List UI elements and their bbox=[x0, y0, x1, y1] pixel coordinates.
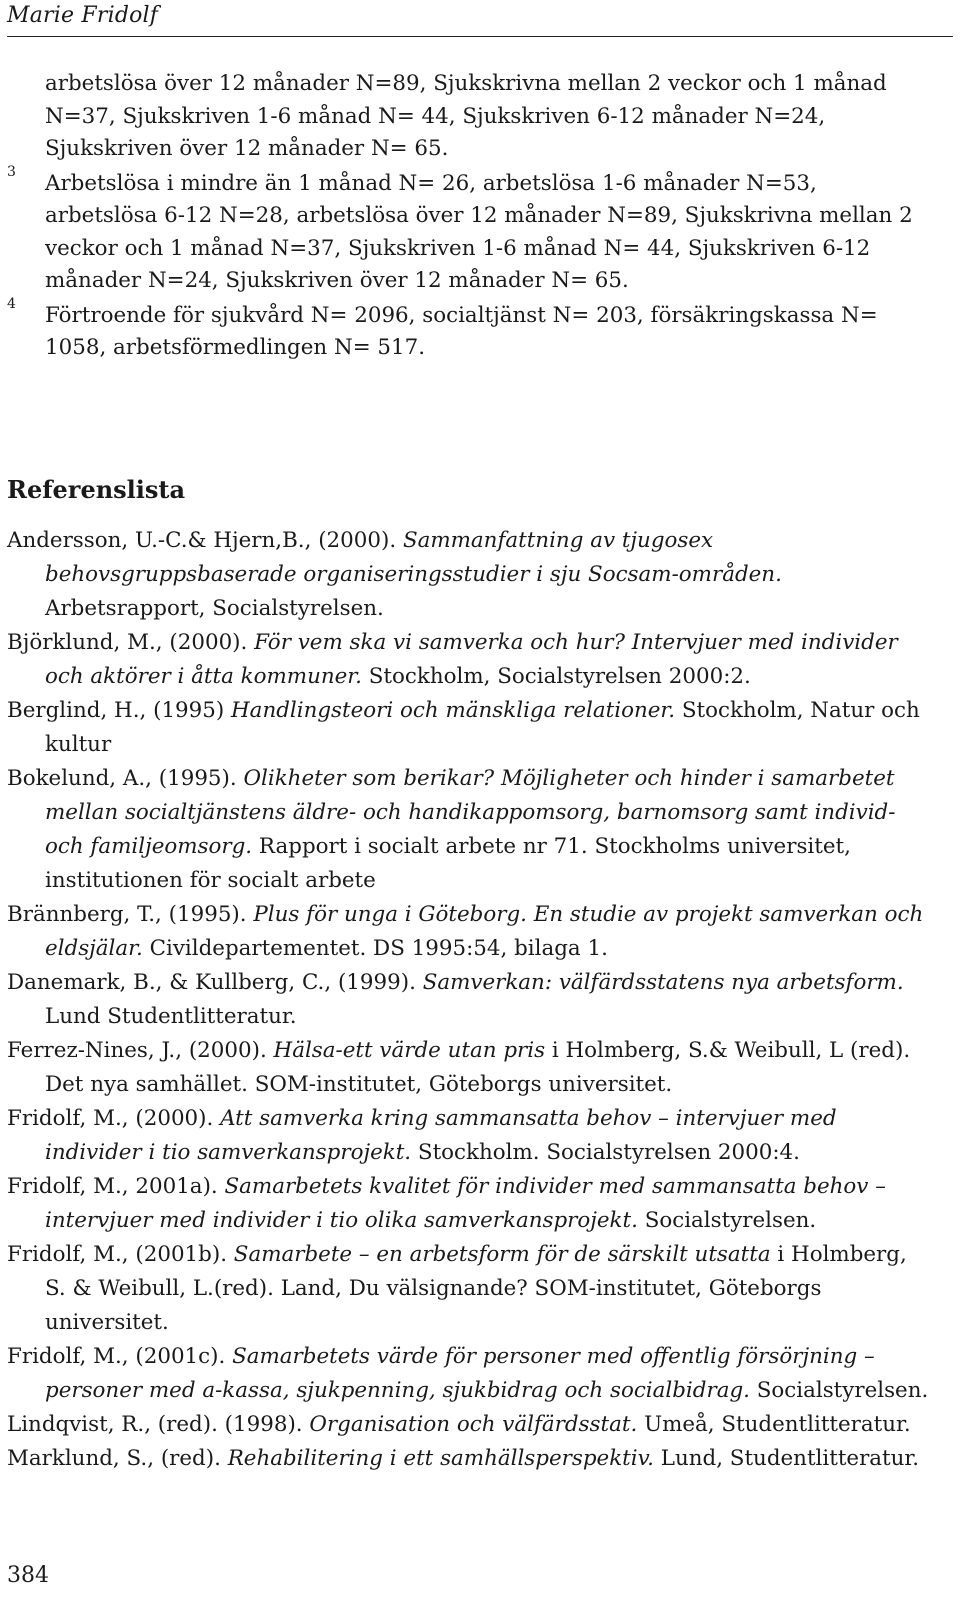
reference-publisher: Stockholm, Natur och kultur bbox=[45, 698, 920, 757]
reference-title: Olikheter som berikar? Möjligheter och hinder i samarbetet mellan socialtjänstens äldre- och handikappomsorg, barnomsorg samt individ- och familjeomsorg. bbox=[45, 766, 896, 859]
reference-entry bbox=[0, 1102, 933, 1170]
page-number: 384 bbox=[7, 1563, 49, 1588]
reference-entry bbox=[0, 1238, 933, 1340]
reference-entry bbox=[0, 966, 933, 1034]
reference-title: Rehabilitering i ett samhällsperspektiv. bbox=[227, 1446, 654, 1471]
reference-publisher: Stockholm. Socialstyrelsen 2000:4. bbox=[411, 1140, 800, 1165]
reference-title: Samarbetets värde för personer med offentlig försörjning – personer med a-kassa, sjukpenning, sjukbidrag och socialbidrag. bbox=[45, 1344, 875, 1403]
reference-authors: Danemark, B., & Kullberg, C., (1999). bbox=[7, 970, 423, 995]
reference-title: Samarbete – en arbetsform för de särskilt utsatta bbox=[233, 1242, 771, 1267]
reference-entry bbox=[0, 1340, 933, 1408]
reference-title: För vem ska vi samverka och hur? Intervjuer med individer och aktörer i åtta kommuner. bbox=[45, 630, 898, 689]
reference-authors: Ferrez-Nines, J., (2000). bbox=[7, 1038, 274, 1063]
reference-authors: Marklund, S., (red). bbox=[7, 1446, 228, 1471]
reference-entry bbox=[0, 762, 933, 898]
reference-authors: Bokelund, A., (1995). bbox=[7, 766, 244, 791]
footnote-text: arbetslösa över 12 månader N=89, Sjukskrivna mellan 2 veckor och 1 månad N=37, Sjukskriven 1-6 månad N= 44, Sjukskriven 6-12 månader N=24, Sjukskriven över 12 månader N= 65. bbox=[45, 71, 887, 161]
footnotes bbox=[0, 68, 960, 367]
reference-authors: Andersson, U.-C.& Hjern,B., (2000). bbox=[7, 528, 403, 553]
reference-entry bbox=[0, 898, 933, 966]
reference-publisher: Umeå, Studentlitteratur. bbox=[637, 1412, 911, 1437]
reference-publisher: Arbetsrapport, Socialstyrelsen. bbox=[45, 596, 384, 621]
reference-entry bbox=[0, 694, 933, 762]
reference-title: Samarbetets kvalitet för individer med sammansatta behov – intervjuer med individer i tio olika samverkansprojekt. bbox=[45, 1174, 886, 1233]
reference-entry bbox=[0, 1170, 933, 1238]
reference-authors: Fridolf, M., 2001a). bbox=[7, 1174, 225, 1199]
reference-publisher: i Holmberg, S.& Weibull, L (red). Det nya samhället. SOM-institutet, Göteborgs universitet. bbox=[45, 1038, 911, 1097]
reference-publisher: Rapport i socialt arbete nr 71. Stockholms universitet, institutionen för socialt arbete bbox=[45, 834, 851, 893]
reference-authors: Berglind, H., (1995) bbox=[7, 698, 232, 723]
reference-title: Sammanfattning av tjugosex behovsgruppsbaserade organiseringsstudier i sju Socsam-områden. bbox=[45, 528, 782, 587]
reference-entry bbox=[0, 1034, 933, 1102]
author-name: Marie Fridolf bbox=[7, 3, 159, 28]
reference-title: Samverkan: välfärdsstatens nya arbetsform. bbox=[422, 970, 904, 995]
footnote-number: 4 bbox=[7, 295, 16, 312]
footnote-text: Arbetslösa i mindre än 1 månad N= 26, arbetslösa 1-6 månader N=53, arbetslösa 6-12 N=28, arbetslösa över 12 månader N=89, Sjukskrivna mellan 2 veckor och 1 månad N=37, Sjukskriven 1-6 månad N= 44, Sjukskriven 6-12 månader N=24, Sjukskriven över 12 månader N= 65. bbox=[45, 170, 913, 293]
reference-publisher: Lund Studentlitteratur. bbox=[45, 1004, 297, 1029]
footnote-text: Förtroende för sjukvård N= 2096, socialtjänst N= 203, försäkringskassa N= 1058, arbetsförmedlingen N= 517. bbox=[45, 302, 878, 360]
reference-entry bbox=[0, 1442, 933, 1476]
reference-title: Att samverka kring sammansatta behov – intervjuer med individer i tio samverkansprojekt. bbox=[45, 1106, 837, 1165]
footnote-3 bbox=[0, 163, 927, 298]
reference-entry bbox=[0, 626, 933, 694]
reference-publisher: Stockholm, Socialstyrelsen 2000:2. bbox=[361, 664, 751, 689]
reference-authors: Fridolf, M., (2001c). bbox=[7, 1344, 233, 1369]
reference-publisher: Civildepartementet. DS 1995:54, bilaga 1. bbox=[142, 936, 608, 961]
reference-authors: Brännberg, T., (1995). bbox=[7, 902, 254, 927]
running-header bbox=[7, 0, 953, 37]
reference-title: Plus för unga i Göteborg. En studie av projekt samverkan och eldsjälar. bbox=[45, 902, 924, 961]
footnote-continuation bbox=[0, 68, 927, 166]
reference-publisher: Socialstyrelsen. bbox=[749, 1378, 929, 1403]
reference-title: Hälsa-ett värde utan pris bbox=[273, 1038, 546, 1063]
reference-entry bbox=[0, 1408, 933, 1442]
footnote-number: 3 bbox=[7, 163, 16, 180]
reference-publisher: i Holmberg, S. & Weibull, L.(red). Land, Du välsignande? SOM-institutet, Göteborgs universitet. bbox=[45, 1242, 907, 1335]
reference-entry bbox=[0, 524, 933, 626]
footnote-4 bbox=[0, 295, 927, 365]
reference-list bbox=[0, 524, 960, 1476]
reference-authors: Björklund, M., (2000). bbox=[7, 630, 255, 655]
reference-title: Organisation och välfärdsstat. bbox=[309, 1412, 638, 1437]
reference-publisher: Socialstyrelsen. bbox=[637, 1208, 817, 1233]
reference-authors: Fridolf, M., (2000). bbox=[7, 1106, 221, 1131]
reference-title: Handlingsteori och mänskliga relationer. bbox=[231, 698, 676, 723]
reference-publisher: Lund, Studentlitteratur. bbox=[653, 1446, 920, 1471]
reference-authors: Lindqvist, R., (red). (1998). bbox=[7, 1412, 310, 1437]
reference-authors: Fridolf, M., (2001b). bbox=[7, 1242, 234, 1267]
references-heading: Referenslista bbox=[7, 475, 186, 504]
